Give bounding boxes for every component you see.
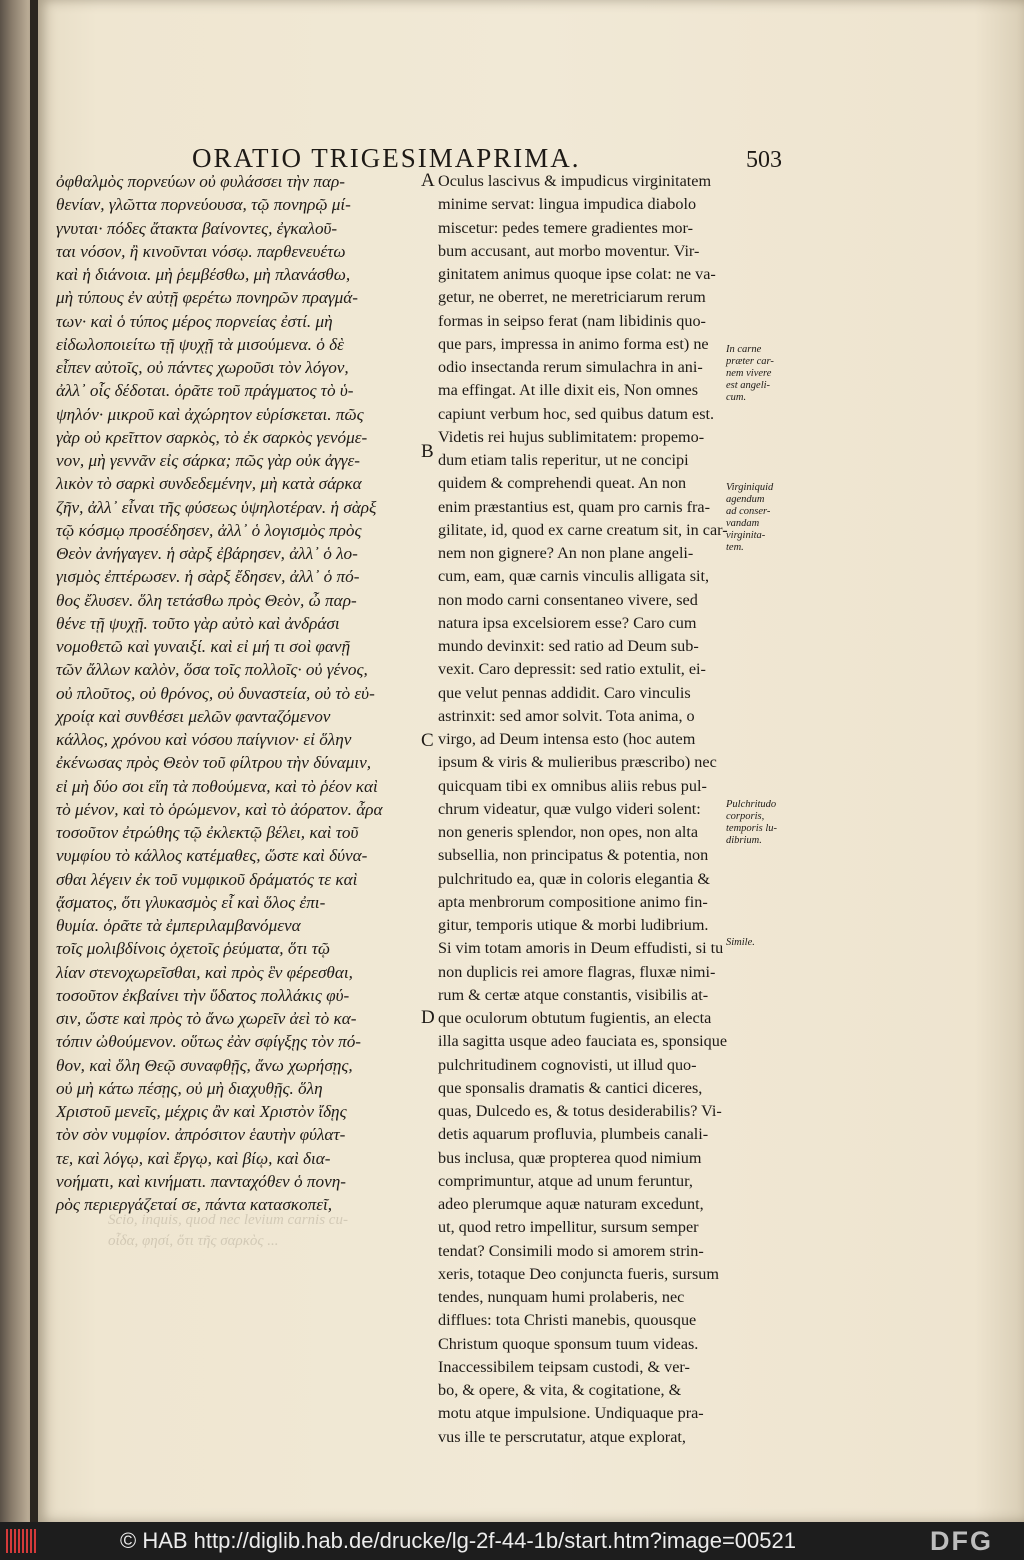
- marginal-note: [726, 482, 836, 554]
- latin-text-line: pulchritudo ea, quæ in coloris elegantia &: [438, 869, 710, 888]
- greek-text-line: θένε τῇ ψυχῇ. τοῦτο γὰρ αὐτὸ καὶ ἀνδράσι: [56, 613, 340, 633]
- greek-text-line: ρὸς περιεργάζεταί σε, πάντα κατασκοπεῖ,: [56, 1195, 333, 1214]
- latin-text-line: quas, Dulcedo es, & totus desiderabilis? Vi-: [438, 1102, 722, 1120]
- bleed-through-line: οἶδα, φησί, ὅτι τῆς σαρκὸς ...: [108, 1233, 279, 1249]
- marginal-note: [726, 799, 836, 847]
- greek-text-line: γισμὸς ἐπτέρωσεν. ἡ σὰρξ ἔδησεν, ἀλλ᾽ ὁ πό-: [56, 567, 360, 587]
- latin-text-line: chrum videatur, quæ vulgo videri solent:: [438, 799, 701, 818]
- latin-text-line: gitur, temporis utique & morbi ludibrium.: [438, 916, 709, 934]
- latin-text-line: que sponsalis dramatis & cantici diceres,: [438, 1078, 703, 1097]
- greek-text-line: εἶπεν αὐτοῖς, οὐ πάντες χωροῦσι τὸν λόγον,: [56, 358, 349, 377]
- marginal-note-line: ad conser-: [726, 506, 771, 517]
- section-letter-a: A: [421, 170, 435, 191]
- marginal-note-line: temporis lu-: [726, 823, 778, 834]
- marginal-note-line: Virginiquid: [726, 482, 774, 493]
- greek-text-line: γὰρ οὐ κρεῖττον σαρκὸς, τὸ ἐκ σαρκὸς γενόμε-: [56, 427, 368, 447]
- marginal-note-line: virginita-: [726, 530, 766, 541]
- greek-text-line: Χριστοῦ μενεῖς, μέχρις ἂν καὶ Χριστὸν ἴδῃς: [56, 1102, 347, 1121]
- latin-text-line: enim præstantius est, quam pro carnis fra-: [438, 497, 710, 516]
- latin-text-line: non generis splendor, non opes, non alta: [438, 823, 699, 841]
- marginal-note-line: tem.: [726, 542, 744, 553]
- latin-text-line: que velut pennas addidit. Caro vinculis: [438, 683, 691, 702]
- greek-text-line: Θεὸν ἀνήγαγεν. ἡ σὰρξ ἐβάρησεν, ἀλλ᾽ ὁ λο-: [56, 544, 358, 563]
- latin-text-line: Videtis rei hujus sublimitatem: propemo-: [438, 427, 705, 446]
- latin-text-line: difflues: tota Christi manebis, quousque: [438, 1311, 697, 1330]
- greek-text-line: νοήματι, καὶ κινήματι. πανταχόθεν ὁ πονη-: [56, 1171, 346, 1191]
- latin-text-line: detis aquarum profluvia, plumbeis canali-: [438, 1125, 709, 1144]
- marginal-note-line: Pulchritudo: [726, 799, 777, 810]
- latin-text-line: bus inclusa, quæ propterea quod nimium: [438, 1148, 702, 1167]
- greek-text-line: σθαι λέγειν ἐκ τοῦ νυμφικοῦ δράματός τε καὶ: [56, 869, 358, 889]
- latin-text-line: nem non gignere? An non plane angeli-: [438, 544, 694, 562]
- marginal-note-line: nem vivere: [726, 368, 772, 379]
- greek-text-line: ᾄσματος, ὅτι γλυκασμὸς εἶ καὶ ὅλος ἐπι-: [56, 892, 326, 912]
- section-letter-c: C: [421, 730, 434, 751]
- latin-text-line: Oculus lascivus & impudicus virginitatem: [438, 172, 712, 190]
- marginal-note: [726, 344, 836, 404]
- latin-text-line: formas in seipso ferat (nam libidinis quo-: [438, 311, 706, 330]
- greek-text-line: ἀλλ᾽ οἷς δέδοται. ὁρᾶτε τοῦ πράγματος τὸ ὑ-: [56, 381, 354, 401]
- greek-text-line: λικὸν τὸ σαρκὶ συνδεδεμένην, μὴ κατὰ σάρκα: [56, 474, 362, 494]
- marginal-note-line: Simile.: [726, 937, 755, 948]
- latin-text-line: ma effingat. At ille dixit eis, Non omnes: [438, 381, 699, 400]
- greek-text-line: κάλλος, χρόνου καὶ νόσου παίγνιον· εἰ ὅλην: [56, 730, 352, 749]
- greek-text-line: τοῖς μολιβδίνοις ὀχετοῖς ῥεύματα, ὅτι τῷ: [56, 939, 330, 959]
- greek-text-line: θυμία. ὁρᾶτε τὰ ἐμπεριλαμβανόμενα: [56, 916, 301, 935]
- greek-text-line: τὸν σὸν νυμφίον. ἀπρόσιτον ἑαυτὴν φύλατ-: [56, 1125, 346, 1145]
- latin-text-line: Si vim totam amoris in Deum effudisti, si tu: [438, 939, 724, 958]
- greek-text-line: τε, καὶ λόγῳ, καὶ ἔργῳ, καὶ βίῳ, καὶ δια-: [56, 1148, 331, 1168]
- latin-text-line: ut, quod retro impellitur, sursum semper: [438, 1218, 699, 1237]
- greek-text-line: τόπιν ὠθούμενον. οὕτως ἐὰν σφίγξῃς τὸν πό-: [56, 1032, 362, 1052]
- greek-text-line: ὀφθαλμὸς πορνεύων οὐ φυλάσσει τὴν παρ-: [56, 172, 345, 191]
- latin-text-line: miscetur: pedes temere gradientes mor-: [438, 218, 693, 237]
- marginal-note-line: agendum: [726, 494, 765, 505]
- marginal-note-line: In carne: [726, 344, 762, 355]
- latin-text-line: capiunt verbum hoc, sed quibus datum est.: [438, 404, 715, 423]
- latin-text-line: quicquam tibi ex omnibus aliis rebus pul-: [438, 776, 707, 795]
- latin-text-line: vexit. Caro depressit: sed ratio extulit, ei-: [438, 660, 706, 679]
- latin-text-line: quidem & comprehendi queat. An non: [438, 474, 687, 493]
- greek-text-line: νυμφίου τὸ κάλλος κατέμαθες, ὥστε καὶ δύνα-: [56, 846, 368, 866]
- latin-text-line: non modo carni consentaneo vivere, sed: [438, 590, 698, 609]
- latin-text-line: bum accusant, aut morbo moventur. Vir-: [438, 241, 700, 260]
- latin-text-line: pulchritudinem cognovisti, ut illud quo-: [438, 1055, 697, 1074]
- latin-text-line: bo, & opere, & vita, & cogitatione, &: [438, 1381, 682, 1399]
- greek-text-line: ζῆν, ἀλλ᾽ εἶναι τῆς φύσεως ὑψηλοτέραν. ἡ σὰρξ: [56, 497, 377, 517]
- latin-text-line: tendat? Consimili modo si amorem strin-: [438, 1241, 704, 1260]
- latin-text-line: ginitatem animus quoque ipse colat: ne va-: [438, 265, 716, 283]
- latin-text-line: Christum quoque sponsum tuum videas.: [438, 1334, 699, 1353]
- latin-text-line: natura ipsa excelsiorem esse? Caro cum: [438, 613, 697, 632]
- greek-text-line: οὐ πλοῦτος, οὐ θρόνος, οὐ δυναστεία, οὐ τὸ εὐ-: [56, 683, 375, 703]
- latin-text-line: que pars, impressa in animo forma est) ne: [438, 334, 709, 353]
- hab-barcode-icon: [6, 1529, 40, 1553]
- latin-text-line: astrinxit: sed amor solvit. Tota anima, o: [438, 706, 695, 725]
- latin-text-line: dum etiam talis reperitur, ut ne concipi: [438, 451, 689, 469]
- latin-text-line: tendes, nunquam humi prolaberis, nec: [438, 1288, 685, 1306]
- greek-text-line: ἐκένωσας πρὸς Θεὸν τοῦ φίλτρου τὴν δύναμιν,: [56, 753, 372, 773]
- greek-text-column: [56, 170, 418, 1216]
- greek-text-line: τῷ κόσμῳ προσέδησεν, ἀλλ᾽ ὁ λογισμὸς πρὸς: [56, 520, 362, 540]
- greek-text-line: τοσοῦτον ἐτρώθης τῷ ἐκλεκτῷ βέλει, καὶ τοῦ: [56, 823, 359, 842]
- greek-text-line: ψηλόν· μικροῦ καὶ ἀχώρητον εὑρίσκεται. πῶς: [56, 404, 364, 424]
- greek-text-line: νον, μὴ γεννᾶν εἰς σάρκα; πῶς γὰρ οὐκ ἀγγε-: [56, 451, 360, 470]
- marginal-note-line: vandam: [726, 518, 760, 529]
- running-title: ORATIO TRIGESIMAPRIMA.: [192, 143, 581, 173]
- latin-text-line: subsellia, non principatus & potentia, non: [438, 846, 709, 865]
- greek-text-line: θον, καὶ ὅλη Θεῷ συναφθῇς, ἄνω χωρήσῃς,: [56, 1055, 353, 1075]
- latin-text-line: rum & certæ atque constantis, visibilis at-: [438, 985, 709, 1004]
- greek-text-line: τὸ μένον, καὶ τὸ ὁρώμενον, καὶ τὸ ἀόρατον. ἆρα: [56, 799, 383, 819]
- greek-text-line: τῶν ἄλλων καλὸν, ὅσα τοῖς πολλοῖς· οὐ γένος,: [56, 660, 368, 680]
- latin-text-line: ipsum & viris & mulieribus præscribo) nec: [438, 753, 717, 772]
- latin-text-line: mundo devinxit: sed ratio ad Deum sub-: [438, 637, 699, 655]
- greek-text-line: σιν, ὥστε καὶ πρὸς τὸ ἄνω χωρεῖν ἀεὶ τὸ κα-: [56, 1009, 357, 1028]
- marginal-note-line: est angeli-: [726, 380, 771, 391]
- latin-text-line: apta menbrorum compositione animo fin-: [438, 892, 708, 911]
- greek-text-line: καὶ ἡ διάνοια. μὴ ῥεμβέσθω, μὴ πλανάσθω,: [56, 265, 351, 284]
- latin-text-line: cum, eam, quæ carnis vinculis alligata sit,: [438, 567, 710, 586]
- marginal-note-line: præter car-: [726, 356, 774, 367]
- latin-text-line: getur, ne oberret, ne meretriciarum rerum: [438, 288, 706, 307]
- greek-text-line: γνυται· πόδες ἄτακτα βαίνοντες, ἐγκαλοῦ-: [56, 218, 338, 238]
- latin-text-line: non duplicis rei amore flagras, fluxæ nimi-: [438, 962, 716, 981]
- greek-text-line: εἰ μὴ δύο σοι εἴη τὰ ποθούμενα, καὶ τὸ ῥέον καὶ: [56, 776, 378, 796]
- latin-text-line: odio insectanda rerum simulachra in ani-: [438, 358, 703, 376]
- latin-text-line: virgo, ad Deum intensa esto (hoc autem: [438, 730, 696, 748]
- greek-text-line: οὐ μὴ κάτω πέσῃς, οὐ μὴ διαχυθῇς. ὅλη: [56, 1078, 323, 1098]
- marginal-note: [726, 937, 836, 949]
- bleed-through-line: Scio, inquis, quod nec levium carnis cu-: [108, 1212, 348, 1228]
- book-page: [38, 0, 1024, 1522]
- latin-text-line: gilitate, id, quod ex carne creatum sit, in car-: [438, 520, 728, 539]
- greek-text-line: των· καὶ ὁ τύπος μέρος πορνείας ἐστί. μὴ: [56, 311, 333, 331]
- greek-text-line: λίαν στενοχωρεῖσθαι, καὶ πρὸς ἓν φέρεσθαι,: [56, 962, 353, 982]
- latin-text-line: adeo plerumque aquæ naturam excedunt,: [438, 1195, 704, 1213]
- latin-text-line: vus ille te perscrutatur, atque explorat,: [438, 1427, 686, 1446]
- latin-text-line: Inaccessibilem teipsam custodi, & ver-: [438, 1357, 690, 1376]
- greek-text-line: θος ἔλυσεν. ὅλη τετάσθω πρὸς Θεὸν, ὦ παρ-: [56, 590, 357, 610]
- latin-text-line: minime servat: lingua impudica diabolo: [438, 195, 697, 214]
- copyright-link[interactable]: © HAB http://diglib.hab.de/drucke/lg-2f-44-1b/start.htm?image=00521: [120, 1528, 796, 1553]
- marginal-note-line: dibrium.: [726, 835, 762, 846]
- latin-text-line: que oculorum obtutum fugientis, an electa: [438, 1009, 712, 1027]
- greek-text-line: θενίαν, γλῶττα πορνεύουσα, τῷ πονηρῷ μί-: [56, 195, 351, 215]
- greek-text-line: μὴ τύπους ἐν αὐτῇ φερέτω πονηρῶν πραγμά-: [56, 288, 359, 308]
- latin-text-line: illa sagitta usque adeo fauciata es, sponsique: [438, 1032, 728, 1051]
- latin-text-line: comprimuntur, atque ad unum feruntur,: [438, 1171, 693, 1190]
- latin-text-line: xeris, totaque Deo conjuncta fueris, sursum: [438, 1264, 719, 1283]
- greek-text-line: νομοθετῶ καὶ γυναιξί. καὶ εἰ μή τι σοὶ φανῇ: [56, 637, 351, 656]
- section-letter-b: B: [421, 441, 434, 462]
- greek-text-line: χροίᾳ καὶ συνθέσει μελῶν φανταζόμενον: [56, 706, 331, 726]
- greek-text-line: ται νόσον, ἢ κινοῦνται νόσῳ. παρθενευέτω: [56, 241, 346, 261]
- greek-text-line: εἰδωλοποιείτω τῇ ψυχῇ τὰ μισούμενα. ὁ δὲ: [56, 334, 344, 354]
- page-number: 503: [746, 147, 782, 173]
- marginal-note-line: corporis,: [726, 811, 765, 822]
- marginal-note-line: cum.: [726, 392, 747, 403]
- dfg-logo: DFG: [930, 1526, 993, 1556]
- section-letter-d: D: [421, 1007, 435, 1028]
- latin-text-column: [438, 170, 754, 1449]
- greek-text-line: τοσοῦτον ἐκβαίνει τὴν ὕδατος πολλάκις φύ-: [56, 985, 350, 1005]
- latin-text-line: motu atque impulsione. Undiquaque pra-: [438, 1404, 704, 1423]
- viewer-footer: [0, 1522, 1024, 1560]
